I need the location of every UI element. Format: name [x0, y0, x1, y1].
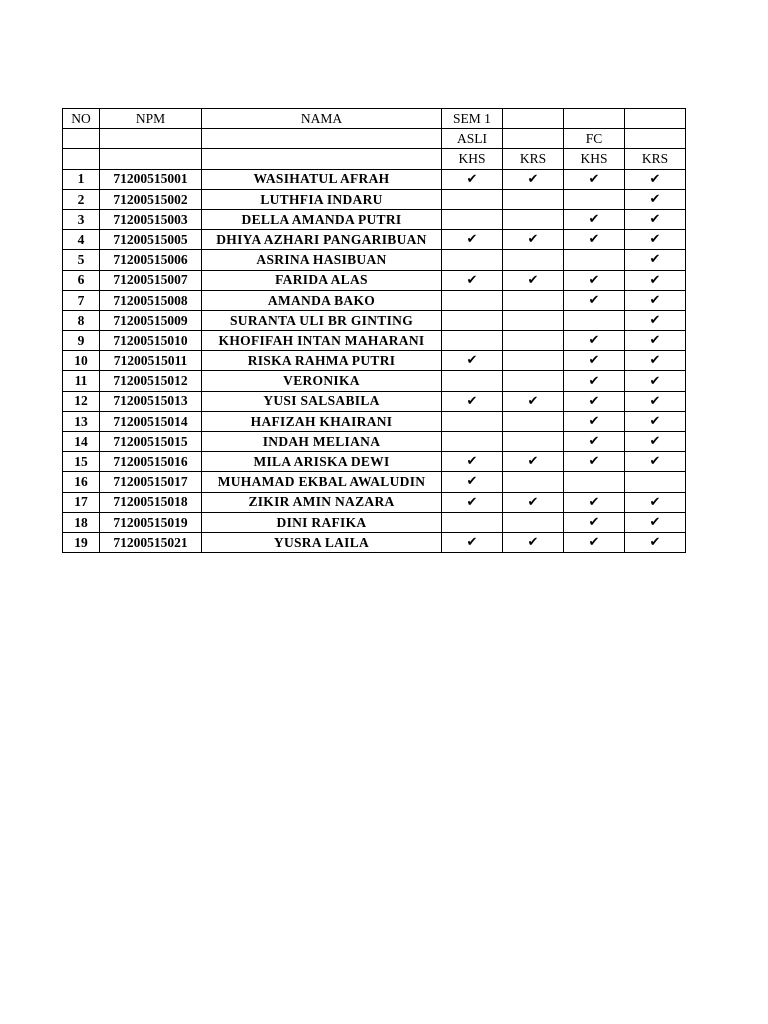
asli-krs-cell	[503, 250, 564, 270]
table-row	[63, 512, 686, 532]
fc-krs-cell: ✔	[625, 230, 686, 250]
row-number-cell: 19	[63, 532, 100, 552]
asli-krs-cell: ✔	[503, 492, 564, 512]
header-row-1	[63, 109, 686, 129]
npm-cell: 71200515018	[100, 492, 202, 512]
fc-khs-cell	[564, 472, 625, 492]
asli-krs-cell: ✔	[503, 452, 564, 472]
nama-cell: ZIKIR AMIN NAZARA	[202, 492, 442, 512]
asli-khs-cell	[442, 411, 503, 431]
asli-khs-cell	[442, 512, 503, 532]
asli-khs-cell	[442, 290, 503, 310]
fc-krs-cell: ✔	[625, 391, 686, 411]
row-number-cell: 8	[63, 310, 100, 330]
fc-khs-cell	[564, 189, 625, 209]
row-number-cell: 10	[63, 351, 100, 371]
asli-khs-cell: ✔	[442, 532, 503, 552]
header-blank	[63, 149, 100, 169]
table-row	[63, 411, 686, 431]
row-number-cell: 4	[63, 230, 100, 250]
fc-khs-cell: ✔	[564, 391, 625, 411]
fc-krs-cell: ✔	[625, 351, 686, 371]
row-number-cell: 18	[63, 512, 100, 532]
npm-cell: 71200515017	[100, 472, 202, 492]
asli-khs-cell: ✔	[442, 472, 503, 492]
header-blank	[625, 109, 686, 129]
row-number-cell: 3	[63, 209, 100, 229]
table-row	[63, 230, 686, 250]
fc-krs-cell: ✔	[625, 371, 686, 391]
header-blank	[100, 129, 202, 149]
header-asli-krs: KRS	[503, 149, 564, 169]
nama-cell: MUHAMAD EKBAL AWALUDIN	[202, 472, 442, 492]
header-nama: NAMA	[202, 109, 442, 129]
npm-cell: 71200515002	[100, 189, 202, 209]
npm-cell: 71200515011	[100, 351, 202, 371]
fc-krs-cell: ✔	[625, 270, 686, 290]
nama-cell: VERONIKA	[202, 371, 442, 391]
fc-khs-cell: ✔	[564, 452, 625, 472]
fc-krs-cell: ✔	[625, 209, 686, 229]
asli-krs-cell	[503, 189, 564, 209]
header-asli: ASLI	[442, 129, 503, 149]
row-number-cell: 13	[63, 411, 100, 431]
header-row-3	[63, 149, 686, 169]
npm-cell: 71200515013	[100, 391, 202, 411]
npm-cell: 71200515005	[100, 230, 202, 250]
asli-khs-cell	[442, 310, 503, 330]
row-number-cell: 9	[63, 331, 100, 351]
fc-krs-cell: ✔	[625, 331, 686, 351]
asli-krs-cell: ✔	[503, 391, 564, 411]
row-number-cell: 12	[63, 391, 100, 411]
table-row	[63, 290, 686, 310]
nama-cell: DINI RAFIKA	[202, 512, 442, 532]
asli-krs-cell	[503, 290, 564, 310]
table-row	[63, 270, 686, 290]
asli-khs-cell: ✔	[442, 230, 503, 250]
npm-cell: 71200515015	[100, 432, 202, 452]
table-row	[63, 331, 686, 351]
nama-cell: SURANTA ULI BR GINTING	[202, 310, 442, 330]
header-npm: NPM	[100, 109, 202, 129]
asli-krs-cell	[503, 371, 564, 391]
fc-khs-cell: ✔	[564, 331, 625, 351]
table-row	[63, 452, 686, 472]
table-row	[63, 189, 686, 209]
header-fc-krs: KRS	[625, 149, 686, 169]
header-blank	[202, 149, 442, 169]
row-number-cell: 17	[63, 492, 100, 512]
npm-cell: 71200515001	[100, 169, 202, 189]
npm-cell: 71200515019	[100, 512, 202, 532]
nama-cell: INDAH MELIANA	[202, 432, 442, 452]
row-number-cell: 2	[63, 189, 100, 209]
header-blank	[63, 129, 100, 149]
fc-krs-cell: ✔	[625, 452, 686, 472]
nama-cell: YUSI SALSABILA	[202, 391, 442, 411]
row-number-cell: 16	[63, 472, 100, 492]
npm-cell: 71200515021	[100, 532, 202, 552]
asli-khs-cell: ✔	[442, 351, 503, 371]
asli-khs-cell: ✔	[442, 452, 503, 472]
npm-cell: 71200515014	[100, 411, 202, 431]
header-fc: FC	[564, 129, 625, 149]
nama-cell: DELLA AMANDA PUTRI	[202, 209, 442, 229]
header-blank	[503, 129, 564, 149]
nama-cell: FARIDA ALAS	[202, 270, 442, 290]
nama-cell: ASRINA HASIBUAN	[202, 250, 442, 270]
asli-khs-cell: ✔	[442, 270, 503, 290]
fc-khs-cell: ✔	[564, 411, 625, 431]
asli-khs-cell	[442, 331, 503, 351]
row-number-cell: 6	[63, 270, 100, 290]
header-no: NO	[63, 109, 100, 129]
header-row-2	[63, 129, 686, 149]
fc-krs-cell: ✔	[625, 492, 686, 512]
fc-khs-cell	[564, 250, 625, 270]
asli-khs-cell: ✔	[442, 169, 503, 189]
fc-khs-cell: ✔	[564, 532, 625, 552]
table-row	[63, 432, 686, 452]
table-row	[63, 371, 686, 391]
nama-cell: HAFIZAH KHAIRANI	[202, 411, 442, 431]
fc-krs-cell	[625, 472, 686, 492]
fc-krs-cell: ✔	[625, 290, 686, 310]
fc-krs-cell: ✔	[625, 310, 686, 330]
fc-krs-cell: ✔	[625, 250, 686, 270]
asli-krs-cell	[503, 472, 564, 492]
header-blank	[564, 109, 625, 129]
table-row	[63, 310, 686, 330]
asli-khs-cell	[442, 209, 503, 229]
table-row	[63, 472, 686, 492]
table-row	[63, 209, 686, 229]
fc-khs-cell: ✔	[564, 209, 625, 229]
nama-cell: KHOFIFAH INTAN MAHARANI	[202, 331, 442, 351]
asli-krs-cell	[503, 351, 564, 371]
fc-krs-cell: ✔	[625, 432, 686, 452]
asli-krs-cell: ✔	[503, 169, 564, 189]
fc-khs-cell: ✔	[564, 270, 625, 290]
npm-cell: 71200515008	[100, 290, 202, 310]
row-number-cell: 7	[63, 290, 100, 310]
fc-krs-cell: ✔	[625, 532, 686, 552]
student-document-table-sheet	[62, 108, 686, 553]
asli-krs-cell	[503, 310, 564, 330]
npm-cell: 71200515012	[100, 371, 202, 391]
header-blank	[100, 149, 202, 169]
fc-khs-cell: ✔	[564, 169, 625, 189]
nama-cell: AMANDA BAKO	[202, 290, 442, 310]
table-row	[63, 351, 686, 371]
npm-cell: 71200515003	[100, 209, 202, 229]
asli-krs-cell	[503, 512, 564, 532]
header-blank	[625, 129, 686, 149]
asli-khs-cell: ✔	[442, 391, 503, 411]
table-row	[63, 492, 686, 512]
table-body	[63, 169, 686, 553]
asli-krs-cell: ✔	[503, 230, 564, 250]
fc-khs-cell	[564, 310, 625, 330]
fc-khs-cell: ✔	[564, 230, 625, 250]
asli-krs-cell	[503, 209, 564, 229]
header-sem1: SEM 1	[442, 109, 503, 129]
table-row	[63, 250, 686, 270]
fc-krs-cell: ✔	[625, 189, 686, 209]
npm-cell: 71200515006	[100, 250, 202, 270]
table-row	[63, 532, 686, 552]
asli-krs-cell	[503, 432, 564, 452]
fc-khs-cell: ✔	[564, 512, 625, 532]
table-row	[63, 391, 686, 411]
npm-cell: 71200515010	[100, 331, 202, 351]
row-number-cell: 1	[63, 169, 100, 189]
asli-krs-cell: ✔	[503, 270, 564, 290]
row-number-cell: 5	[63, 250, 100, 270]
fc-krs-cell: ✔	[625, 512, 686, 532]
nama-cell: RISKA RAHMA PUTRI	[202, 351, 442, 371]
header-blank	[503, 109, 564, 129]
asli-krs-cell	[503, 411, 564, 431]
asli-khs-cell	[442, 432, 503, 452]
nama-cell: LUTHFIA INDARU	[202, 189, 442, 209]
fc-krs-cell: ✔	[625, 411, 686, 431]
nama-cell: DHIYA AZHARI PANGARIBUAN	[202, 230, 442, 250]
asli-khs-cell	[442, 189, 503, 209]
header-fc-khs: KHS	[564, 149, 625, 169]
npm-cell: 71200515009	[100, 310, 202, 330]
asli-khs-cell: ✔	[442, 492, 503, 512]
row-number-cell: 11	[63, 371, 100, 391]
npm-cell: 71200515007	[100, 270, 202, 290]
asli-khs-cell	[442, 371, 503, 391]
header-blank	[202, 129, 442, 149]
asli-krs-cell: ✔	[503, 532, 564, 552]
fc-khs-cell: ✔	[564, 371, 625, 391]
fc-krs-cell: ✔	[625, 169, 686, 189]
npm-cell: 71200515016	[100, 452, 202, 472]
fc-khs-cell: ✔	[564, 432, 625, 452]
student-table	[62, 108, 686, 553]
header-asli-khs: KHS	[442, 149, 503, 169]
nama-cell: MILA ARISKA DEWI	[202, 452, 442, 472]
fc-khs-cell: ✔	[564, 351, 625, 371]
fc-khs-cell: ✔	[564, 492, 625, 512]
asli-krs-cell	[503, 331, 564, 351]
nama-cell: YUSRA LAILA	[202, 532, 442, 552]
asli-khs-cell	[442, 250, 503, 270]
nama-cell: WASIHATUL AFRAH	[202, 169, 442, 189]
table-row	[63, 169, 686, 189]
row-number-cell: 14	[63, 432, 100, 452]
row-number-cell: 15	[63, 452, 100, 472]
fc-khs-cell: ✔	[564, 290, 625, 310]
